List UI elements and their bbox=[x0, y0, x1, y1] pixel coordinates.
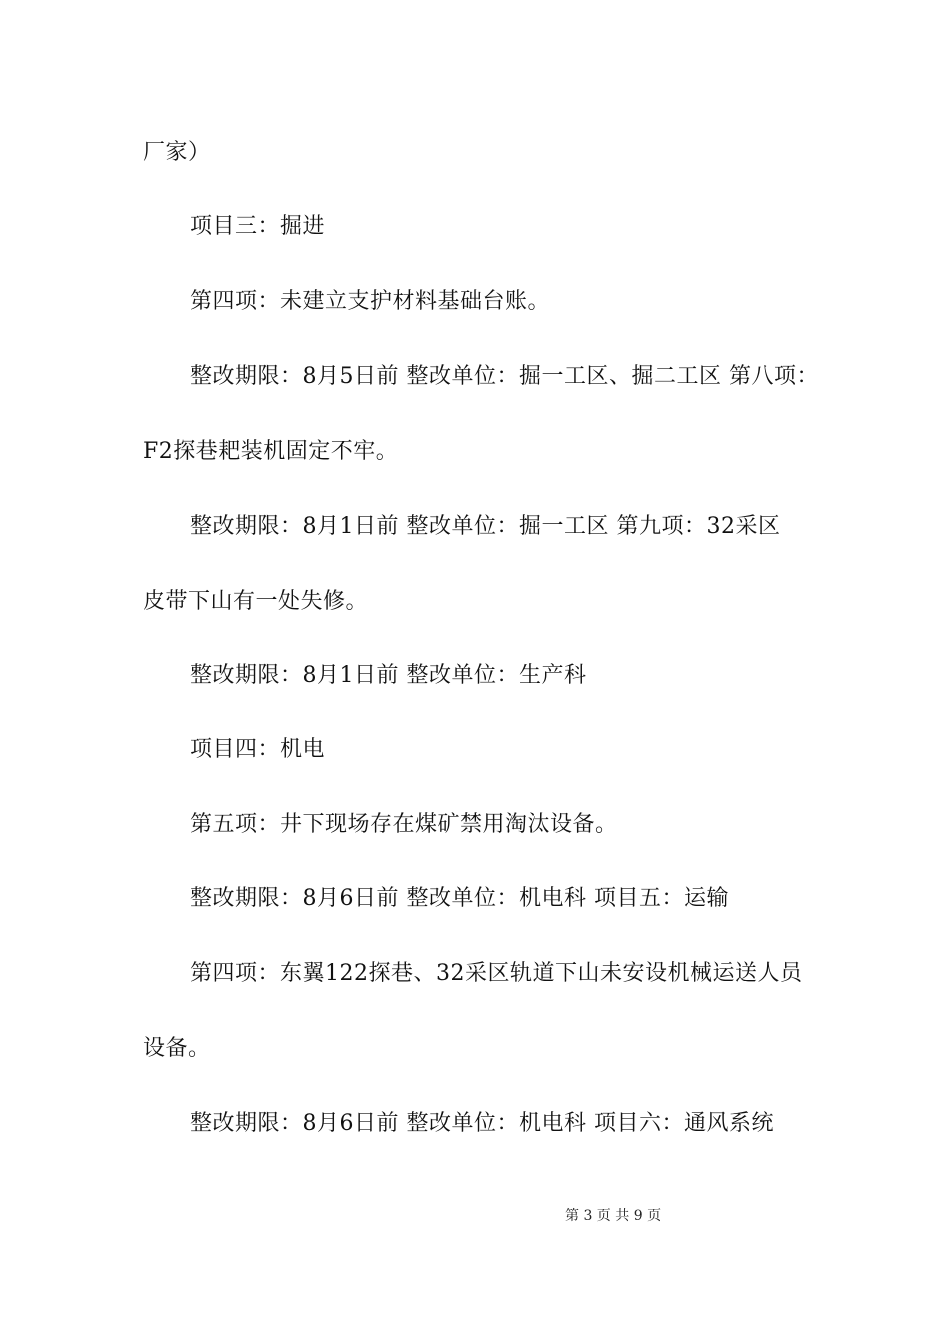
text-line-13: 设备。 bbox=[143, 1036, 211, 1061]
text-line-14: 整改期限：8月6日前 整改单位：机电科 项目六：通风系统 bbox=[190, 1111, 774, 1136]
text-line-2: 项目三：掘进 bbox=[190, 214, 326, 239]
text-line-4: 整改期限：8月5日前 整改单位：掘一工区、掘二工区 第八项： bbox=[190, 364, 819, 389]
text-line-12: 第四项：东翼122探巷、32采区轨道下山未安设机械运送人员 bbox=[190, 961, 803, 986]
text-line-9: 项目四：机电 bbox=[190, 737, 326, 762]
page-footer bbox=[0, 1206, 950, 1226]
text-line-7: 皮带下山有一处失修。 bbox=[143, 589, 369, 614]
page-number-label: 第 3 页 共 9 页 bbox=[565, 1208, 662, 1224]
text-line-8: 整改期限：8月1日前 整改单位：生产科 bbox=[190, 663, 587, 688]
text-line-5: F2探巷耙装机固定不牢。 bbox=[143, 439, 399, 464]
text-line-3: 第四项：未建立支护材料基础台账。 bbox=[190, 289, 551, 314]
text-line-6: 整改期限：8月1日前 整改单位：掘一工区 第九项：32采区 bbox=[190, 514, 781, 539]
text-line-10: 第五项：井下现场存在煤矿禁用淘汰设备。 bbox=[190, 812, 618, 837]
text-line-1: 厂家） bbox=[143, 140, 211, 165]
text-line-11: 整改期限：8月6日前 整改单位：机电科 项目五：运输 bbox=[190, 886, 729, 911]
